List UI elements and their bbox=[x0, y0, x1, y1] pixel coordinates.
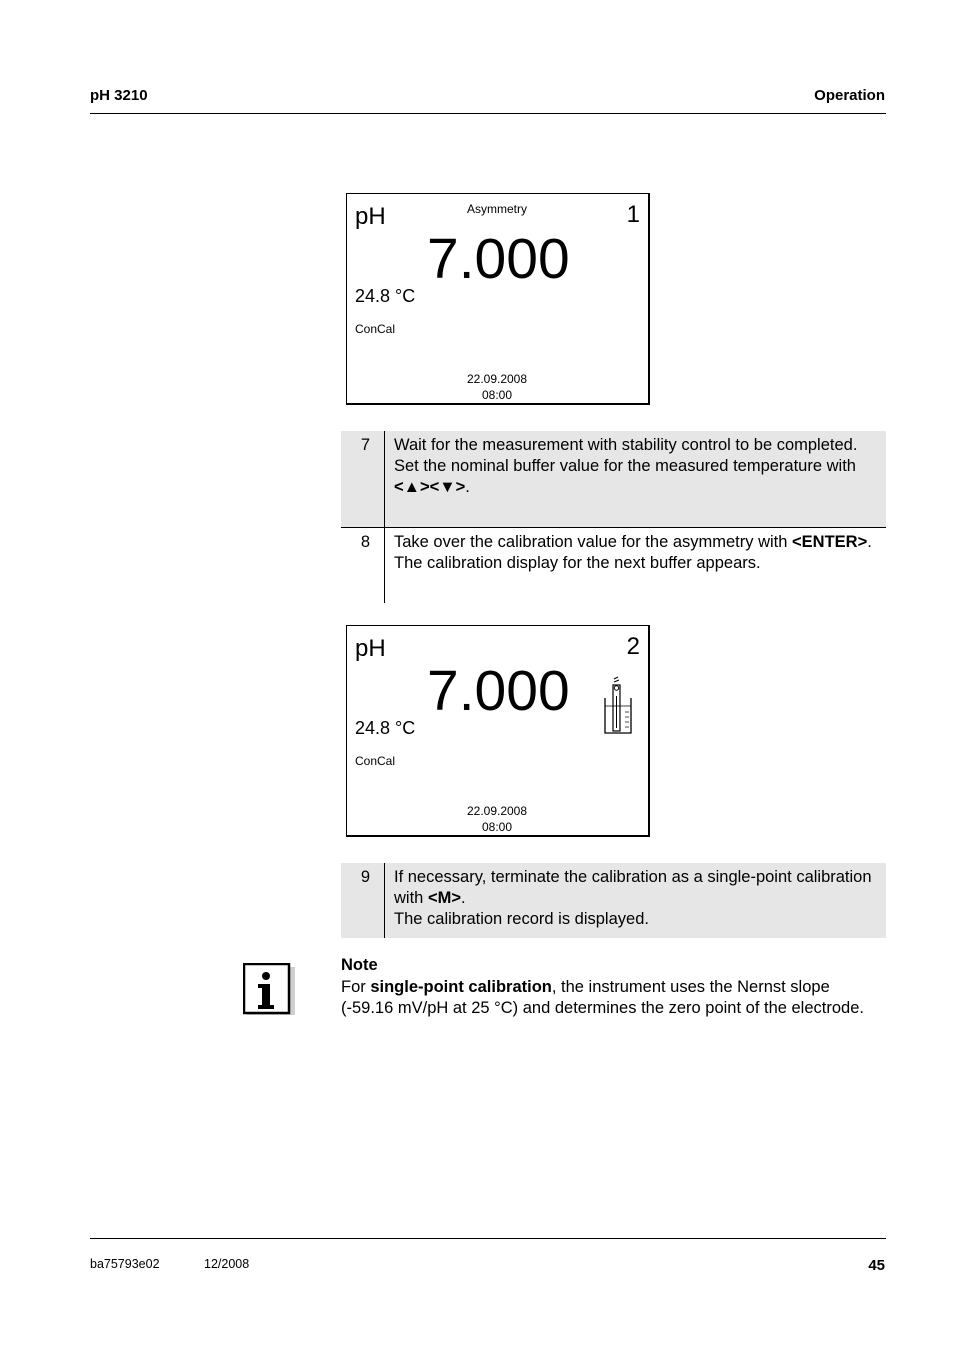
display-mode: Asymmetry bbox=[467, 202, 527, 216]
display-time: 08:00 bbox=[481, 820, 513, 834]
step-number: 8 bbox=[360, 533, 370, 551]
footer-divider bbox=[90, 1238, 886, 1239]
note-prefix: For bbox=[341, 978, 371, 996]
display-temperature: 24.8 °C bbox=[355, 718, 416, 738]
m-key: <M> bbox=[427, 889, 461, 907]
display-parameter: pH bbox=[355, 203, 386, 230]
display-value: 7.000 bbox=[427, 659, 570, 723]
step-text bbox=[384, 528, 886, 603]
display-buffer-number: 2 bbox=[626, 633, 640, 660]
header-section: Operation bbox=[814, 87, 885, 104]
enter-key: <ENTER> bbox=[792, 533, 868, 551]
step-row-7 bbox=[341, 431, 886, 527]
step-row-8 bbox=[341, 528, 886, 603]
step-line-suffix: . bbox=[460, 889, 466, 907]
display-method: ConCal bbox=[355, 322, 396, 336]
step-line bbox=[394, 532, 878, 553]
step-line-suffix: . bbox=[867, 533, 872, 551]
step-line: Wait for the measurement with stability control to be completed. bbox=[394, 436, 858, 454]
document-code: ba75793e02 bbox=[90, 1257, 160, 1271]
step-line bbox=[394, 456, 878, 498]
step-line-text: If necessary, terminate the calibration as a single-point calibration with bbox=[394, 868, 872, 907]
document-date: 12/2008 bbox=[204, 1257, 250, 1271]
note-title: Note bbox=[341, 956, 378, 974]
display-screen-2 bbox=[346, 625, 650, 837]
display-date: 22.09.2008 bbox=[466, 804, 528, 818]
step-text bbox=[384, 431, 886, 527]
step-number: 7 bbox=[360, 436, 370, 454]
step-row-9 bbox=[341, 863, 886, 938]
display-date: 22.09.2008 bbox=[466, 372, 528, 386]
header-title: pH 3210 bbox=[90, 87, 148, 104]
step-text bbox=[384, 863, 886, 938]
step-line: The calibration record is displayed. bbox=[394, 910, 649, 928]
display-parameter: pH bbox=[355, 635, 386, 662]
display-buffer-number: 1 bbox=[626, 201, 640, 228]
step-number: 9 bbox=[360, 868, 370, 886]
display-screen-1 bbox=[346, 193, 650, 405]
note-text: , the instrument uses the Nernst slope (-59.16 mV/pH at 25 °C) and determines the zero point of the electrode. bbox=[341, 978, 864, 1017]
step-line: The calibration display for the next buffer appears. bbox=[394, 554, 761, 572]
step-line-suffix: . bbox=[465, 478, 470, 496]
step-line-text: Take over the calibration value for the asymmetry with bbox=[394, 533, 788, 551]
electrode-in-beaker-icon bbox=[603, 676, 633, 736]
display-time: 08:00 bbox=[481, 388, 513, 402]
note-emphasis: single-point calibration bbox=[370, 978, 552, 996]
display-temperature: 24.8 °C bbox=[355, 286, 416, 306]
display-value: 7.000 bbox=[427, 227, 570, 291]
step-line-text: Set the nominal buffer value for the measured temperature with bbox=[394, 457, 856, 475]
display-method: ConCal bbox=[355, 754, 396, 768]
arrow-keys: <▲><▼> bbox=[394, 478, 466, 496]
header-divider bbox=[90, 113, 886, 114]
info-icon bbox=[243, 963, 295, 1015]
page-number: 45 bbox=[868, 1257, 885, 1274]
note-body bbox=[341, 977, 886, 1019]
step-line bbox=[394, 867, 878, 909]
